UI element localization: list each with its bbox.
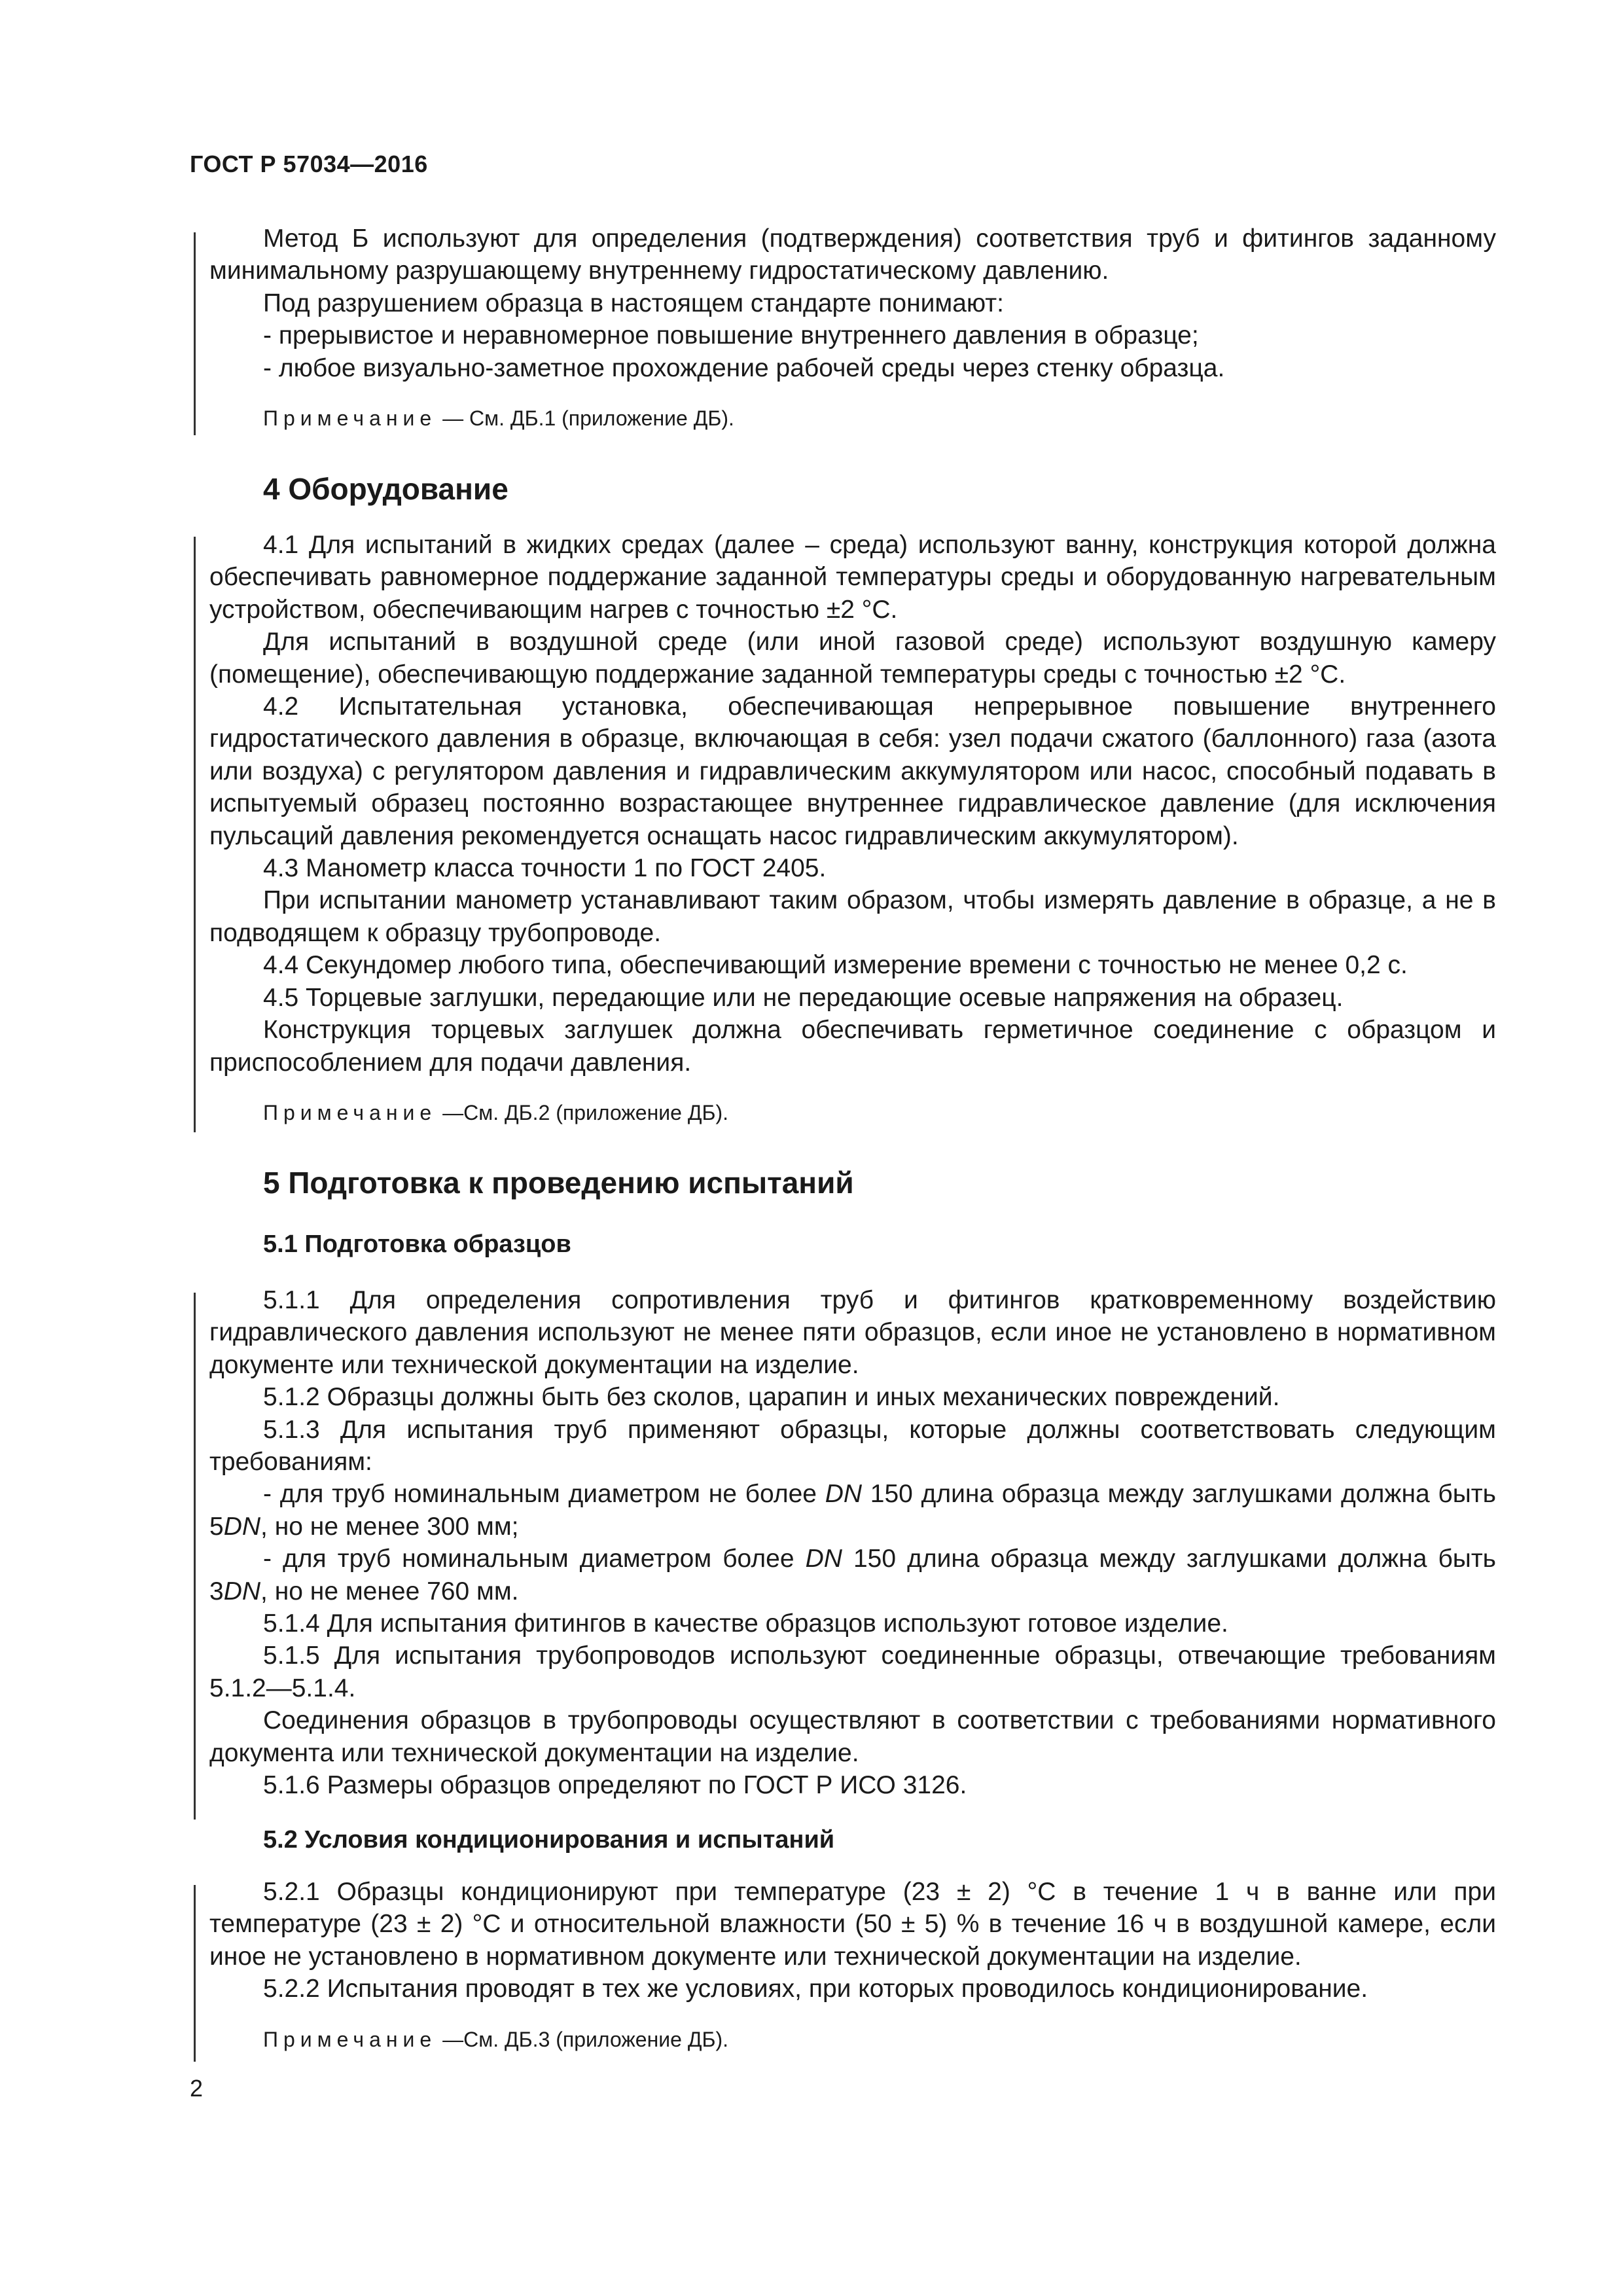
paragraph: 5.1.4 Для испытания фитингов в качестве образцов используют готовое изделие. <box>263 1609 1228 1638</box>
paragraph: 5.2.2 Испытания проводят в тех же условиях, при которых проводилось кондиционирование. <box>263 1975 1368 2003</box>
subsection-title: 5.2 Условия кондиционирования и испытаний <box>263 1826 835 1854</box>
text-run: - для труб номинальным диаметром не более <box>263 1480 825 1509</box>
text-run-italic: DN <box>223 1512 261 1541</box>
subsection-5-1-heading <box>209 1230 1496 1259</box>
note-label: Примечание <box>263 406 437 431</box>
document-header: ГОСТ Р 57034—2016 <box>190 151 428 177</box>
paragraph: 5.1.5 Для испытания трубопроводов используют соединенные образцы, отвечающие требованиям 5.1.2—5.1.4. <box>209 1641 1496 1702</box>
paragraph <box>209 1478 1496 1543</box>
change-bar <box>194 232 196 435</box>
section-5 <box>209 1165 1496 1200</box>
paragraph: Метод Б используют для определения (подтверждения) соответствия труб и фитингов заданному минимальному разрушающему внутреннему гидростатическому давлению. <box>209 224 1496 285</box>
page-number: 2 <box>190 2075 204 2102</box>
note-text: —См. ДБ.2 (приложение ДБ). <box>437 1100 729 1124</box>
subsection-5-1-body <box>209 1284 1496 1802</box>
note-text: —См. ДБ.3 (приложение ДБ). <box>437 2027 729 2051</box>
subsection-5-2-body <box>209 1876 1496 2054</box>
paragraph: 5.1.1 Для определения сопротивления труб и фитингов кратковременному воздействию гидравлического давления используют не менее пяти образцов, если иное не установлено в нормативном документе или технической документации на изделие. <box>209 1286 1496 1379</box>
note <box>209 2025 1496 2054</box>
section-3-continuation <box>209 223 1496 433</box>
text-run-italic: DN <box>825 1480 863 1509</box>
text-run: 150 длина образца между заглушками должна быть 5 <box>209 1480 1496 1541</box>
paragraph: 4.3 Манометр класса точности 1 по ГОСТ 2405. <box>263 854 827 883</box>
section-4-body <box>209 529 1496 1127</box>
paragraph: 5.1.3 Для испытания труб применяют образцы, которые должны соответствовать следующим требованиям: <box>209 1415 1496 1477</box>
paragraph: 5.1.6 Размеры образцов определяют по ГОСТ Р ИСО 3126. <box>263 1771 967 1800</box>
change-bar <box>194 537 196 1132</box>
paragraph: Под разрушением образца в настоящем стандарте понимают: <box>263 289 1004 317</box>
section-title: 4 Оборудование <box>263 472 508 506</box>
section-title: 5 Подготовка к проведению испытаний <box>263 1166 854 1200</box>
text-run: , но не менее 760 мм. <box>260 1577 519 1605</box>
paragraph: - прерывистое и неравномерное повышение внутреннего давления в образце; <box>263 321 1199 350</box>
section-4 <box>209 471 1496 507</box>
paragraph: Соединения образцов в трубопроводы осуществляют в соответствии с требованиями нормативного документа или технической документации на изделие. <box>209 1706 1496 1767</box>
paragraph: Для испытаний в воздушной среде (или иной газовой среде) используют воздушную камеру (помещение), обеспечивающую поддержание заданной температуры среды с точностью ±2 °С. <box>209 628 1496 689</box>
paragraph: При испытании манометр устанавливают таким образом, чтобы измерять давление в образце, а не в подводящем к образцу трубопроводе. <box>209 886 1496 947</box>
note <box>209 1098 1496 1127</box>
text-run-italic: DN <box>805 1545 842 1573</box>
paragraph <box>209 1543 1496 1607</box>
paragraph: 5.1.2 Образцы должны быть без сколов, царапин и иных механических повреждений. <box>263 1383 1280 1412</box>
text-run: - для труб номинальным диаметром более <box>263 1545 806 1573</box>
note-label: Примечание <box>263 2027 437 2051</box>
note-text: — См. ДБ.1 (приложение ДБ). <box>437 406 734 431</box>
text-run: , но не менее 300 мм; <box>260 1512 519 1541</box>
change-bar <box>194 1885 196 2062</box>
paragraph: 4.1 Для испытаний в жидких средах (далее – среда) используют ванну, конструкция которой должна обеспечивать равномерное поддержание заданной температуры среды и оборудованную нагревательным устройством, обеспечивающим нагрев с точностью ±2 °С. <box>209 531 1496 624</box>
paragraph: Конструкция торцевых заглушек должна обеспечивать герметичное соединение с образцом и приспособлением для подачи давления. <box>209 1016 1496 1077</box>
paragraph: - любое визуально-заметное прохождение рабочей среды через стенку образца. <box>263 353 1225 382</box>
note-label: Примечание <box>263 1100 437 1124</box>
note <box>209 404 1496 433</box>
paragraph: 4.5 Торцевые заглушки, передающие или не передающие осевые напряжения на образец. <box>263 983 1344 1012</box>
change-bar <box>194 1293 196 1820</box>
subsection-5-2-heading <box>209 1826 1496 1854</box>
paragraph: 4.4 Секундомер любого типа, обеспечивающий измерение времени с точностью не менее 0,2 с. <box>263 951 1408 980</box>
subsection-title: 5.1 Подготовка образцов <box>263 1230 571 1258</box>
text-run: 150 длина образца между заглушками должна быть 3 <box>209 1545 1496 1605</box>
paragraph: 5.2.1 Образцы кондиционируют при температуре (23 ± 2) °С в течение 1 ч в ванне или при температуре (23 ± 2) °С и относительной влажности (50 ± 5) % в течение 16 ч в воздушной камере, если иное не установлено в нормативном документе или технической документации на изделие. <box>209 1878 1496 1971</box>
paragraph: 4.2 Испытательная установка, обеспечивающая непрерывное повышение внутреннего гидростатического давления в образце, включающая в себя: узел подачи сжатого (баллонного) газа (азота или воздуха) с регулятором давления и гидравлическим аккумулятором или насос, способный подавать в испытуемый образец постоянно возрастающее внутреннее гидравлическое давление (для исключения пульсаций давления рекомендуется оснащать насос гидравлическим аккумулятором). <box>209 692 1496 850</box>
text-run-italic: DN <box>223 1577 261 1605</box>
